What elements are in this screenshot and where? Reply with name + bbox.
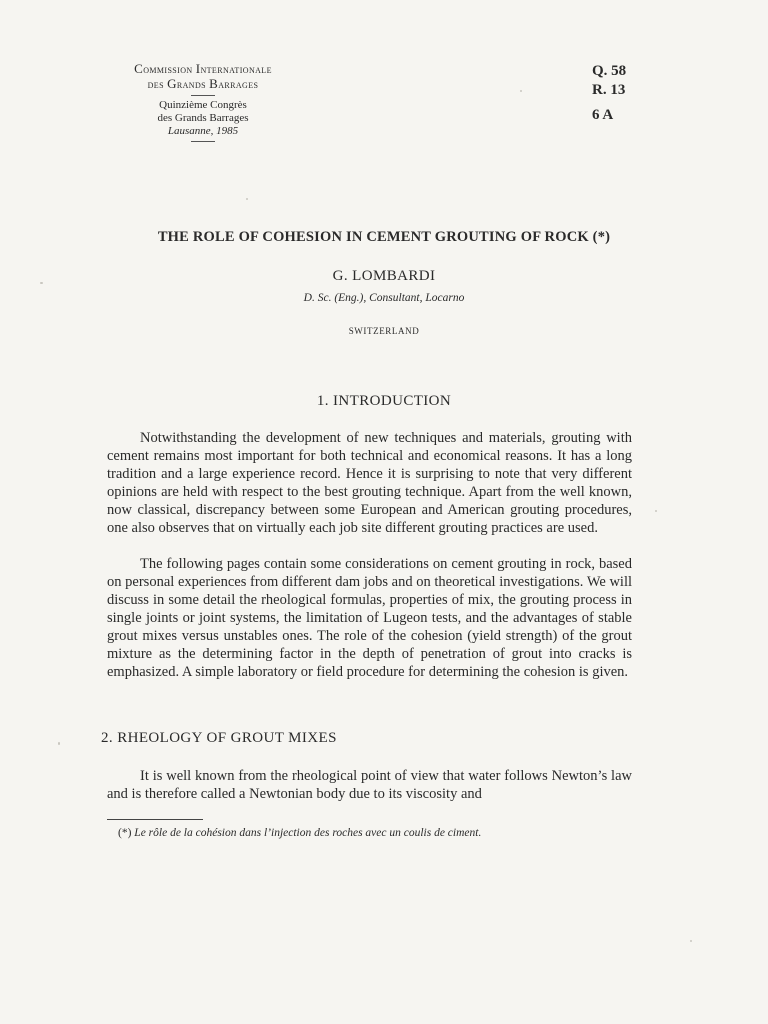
org-text: des bbox=[147, 79, 168, 91]
congress-line-1: Quinzième Congrès bbox=[159, 99, 247, 111]
header-rule bbox=[191, 141, 215, 142]
congress-line-2: des Grands Barrages bbox=[157, 112, 249, 124]
organization-line-2 bbox=[108, 77, 298, 92]
header-rule bbox=[191, 95, 215, 96]
org-initial: C bbox=[134, 61, 144, 76]
section-heading: 2. RHEOLOGY OF GROUT MIXES bbox=[101, 730, 337, 746]
org-initial: G bbox=[167, 76, 177, 91]
org-initial: I bbox=[195, 61, 201, 76]
report-number: R. 13 bbox=[592, 82, 626, 98]
org-initial: B bbox=[209, 76, 219, 91]
author-country: SWITZERLAND bbox=[348, 326, 420, 336]
body-paragraph: Notwithstanding the development of new techniques and materials, grouting with cement remains most important for both technical and economical reasons. It has a long tradition and a large experience record. Hence it is surprising to note that very different opinions are held with respect to the best grouting technique. Apart from the well known, now classical, discrepancy between some European and American grouting procedures, one also observes that on virtually each job site different grouting practices are used. bbox=[107, 430, 632, 536]
footnote-mark: (*) bbox=[118, 827, 132, 839]
body-paragraph: The following pages contain some considerations on cement grouting in rock, based on personal experiences from different dam jobs and on theoretical investigations. We will discuss in some detail the rheological formulas, properties of mix, the grouting process in single joints or joint systems, the limitation of Lugeon tests, and the advantages of stable grout mixes versus unstables ones. The role of the cohesion (yield strength) of the grout mixture as the determining factor in the depth of penetration of grout into cracks is emphasized. A simple laboratory or field procedure for determining the cohesion is given. bbox=[107, 556, 632, 680]
scan-speck bbox=[58, 742, 60, 745]
org-text: nternationale bbox=[200, 64, 272, 76]
body-paragraph: It is well known from the rheological point of view that water follows Newton’s law and is therefore called a Newtonian body due to its viscosity and bbox=[107, 768, 632, 802]
author-name: G. LOMBARDI bbox=[332, 268, 436, 284]
scan-speck bbox=[520, 90, 522, 92]
item-number: 6 A bbox=[592, 107, 614, 123]
paper-title: THE ROLE OF COHESION IN CEMENT GROUTING OF ROCK (*) bbox=[157, 229, 611, 245]
org-text: ommission bbox=[143, 64, 196, 76]
congress-place: Lausanne, 1985 bbox=[167, 125, 239, 137]
scan-speck bbox=[246, 198, 248, 200]
footnote bbox=[118, 827, 638, 839]
footnote-text: Le rôle de la cohésion dans l’injection des roches avec un coulis de ciment. bbox=[134, 827, 482, 839]
section-heading: 1. INTRODUCTION bbox=[316, 393, 452, 409]
conference-header bbox=[108, 62, 298, 145]
question-number: Q. 58 bbox=[592, 63, 627, 79]
scan-speck bbox=[655, 510, 657, 512]
organization-line-1 bbox=[108, 62, 298, 77]
scan-speck bbox=[690, 940, 692, 942]
org-text: rands bbox=[176, 79, 210, 91]
reference-block bbox=[592, 62, 662, 125]
org-text: arrages bbox=[218, 79, 259, 91]
author-affiliation: D. Sc. (Eng.), Consultant, Locarno bbox=[303, 292, 465, 304]
scan-speck bbox=[40, 282, 43, 284]
footnote-rule bbox=[107, 819, 203, 820]
